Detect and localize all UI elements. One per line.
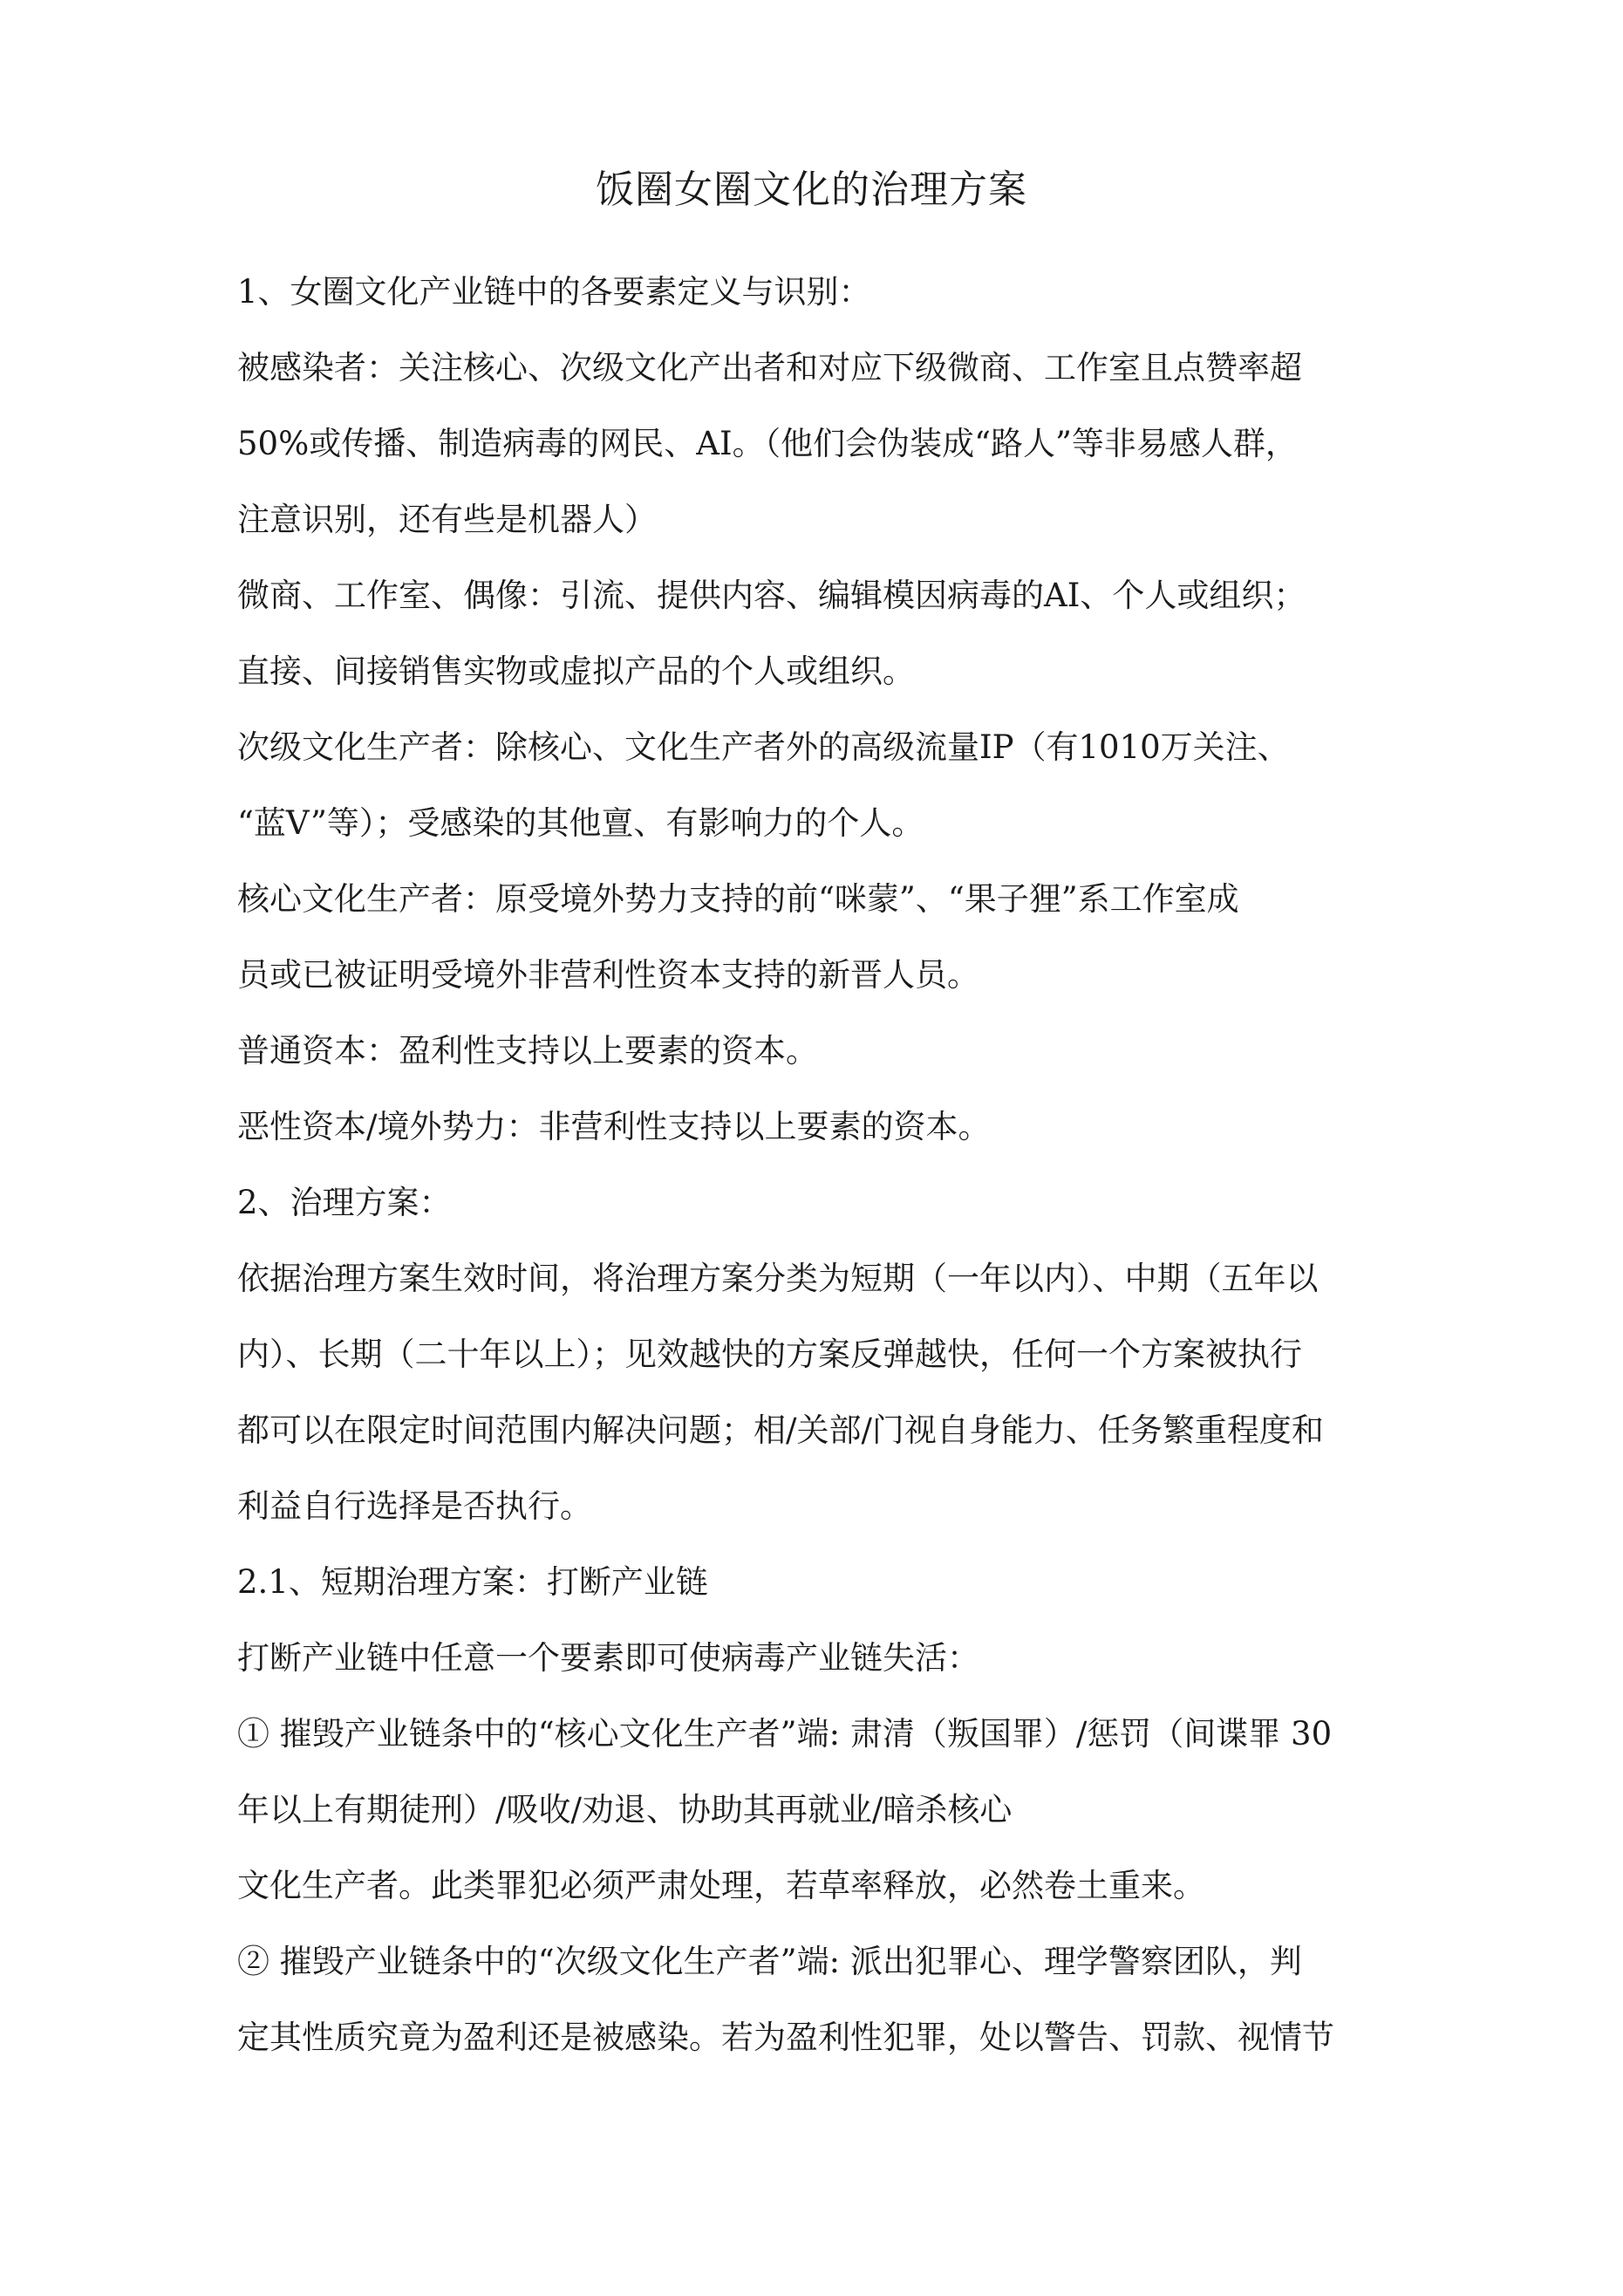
paragraph-line: 恶性资本/境外势力：非营利性支持以上要素的资本。 <box>237 1108 991 1145</box>
paragraph-line: 依据治理方案生效时间，将治理方案分类为短期（一年以内）、中期（五年以 <box>237 1260 1319 1297</box>
document-title: 饭圈女圈文化的治理方案 <box>596 167 1027 212</box>
paragraph-line: 文化生产者。此类罪犯必须严肃处理，若草率释放，必然卷土重来。 <box>237 1867 1205 1904</box>
paragraph-line: “蓝V”等）；受感染的其他亶、有影响力的个人。 <box>237 804 924 842</box>
paragraph-line: 直接、间接销售实物或虚拟产品的个人或组织。 <box>237 653 915 690</box>
heading-section-2-1: 2.1、短期治理方案：打断产业链 <box>237 1563 708 1601</box>
heading-section-2: 2、治理方案： <box>237 1184 452 1221</box>
paragraph-line: 被感染者：关注核心、次级文化产出者和对应下级微商、工作室且点赞率超 <box>237 349 1302 386</box>
paragraph-line: 都可以在限定时间范围内解决问题；相/关部/门视自身能力、任务繁重程度和 <box>237 1411 1324 1449</box>
paragraph-line: 普通资本：盈利性支持以上要素的资本。 <box>237 1032 818 1069</box>
heading-section-1: 1、女圈文化产业链中的各要素定义与识别： <box>237 273 871 311</box>
paragraph-line: 利益自行选择是否执行。 <box>237 1487 592 1525</box>
paragraph-line: 微商、工作室、偶像：引流、提供内容、编辑模因病毒的AI、个人或组织； <box>237 577 1306 614</box>
paragraph-line: 核心文化生产者：原受境外势力支持的前“咪蒙”、“果子狸”系工作室成 <box>237 880 1239 918</box>
list-item-1: ① 摧毁产业链条中的“核心文化生产者”端: 肃清（叛国罪）/惩罚（间谍罪 30 <box>237 1715 1333 1753</box>
paragraph-line: 定其性质究竟为盈利还是被感染。若为盈利性犯罪，处以警告、罚款、视情节 <box>237 2019 1334 2056</box>
paragraph-line: 50%或传播、制造病毒的网民、AI。（他们会伪装成“路人”等非易感人群， <box>237 425 1298 462</box>
paragraph-line: 员或已被证明受境外非营利性资本支持的新晋人员。 <box>237 956 979 994</box>
paragraph-line: 次级文化生产者：除核心、文化生产者外的高级流量IP（有1010万关注、 <box>237 728 1290 766</box>
paragraph-line: 内）、长期（二十年以上）；见效越快的方案反弹越快，任何一个方案被执行 <box>237 1336 1302 1373</box>
list-item-2: ② 摧毁产业链条中的“次级文化生产者”端: 派出犯罪心、理学警察团队，判 <box>237 1943 1302 1980</box>
paragraph-line: 注意识别，还有些是机器人） <box>237 501 657 538</box>
paragraph-line: 年以上有期徒刑）/吸收/劝退、协助其再就业/暗杀核心 <box>237 1791 1013 1828</box>
paragraph-line: 打断产业链中任意一个要素即可使病毒产业链失活： <box>237 1639 979 1677</box>
